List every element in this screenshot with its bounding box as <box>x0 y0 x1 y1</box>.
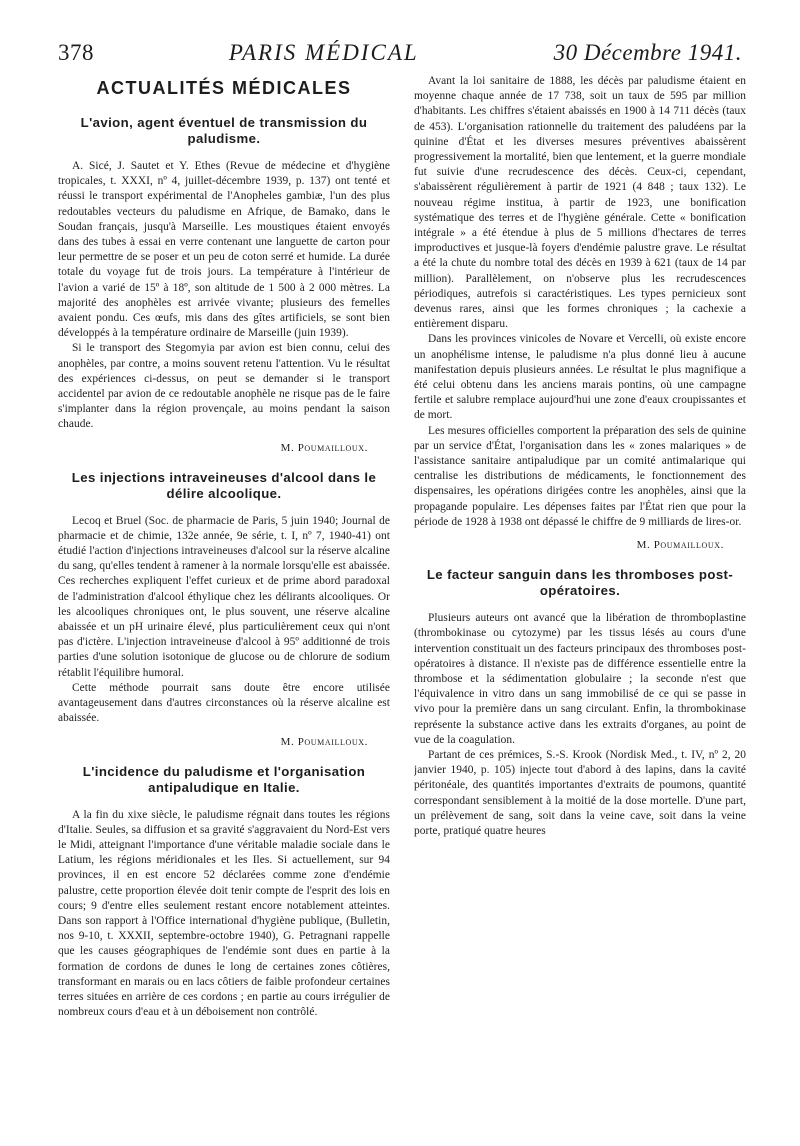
article-italie-paragraph-4: Les mesures officielles comportent la préparation des sels de quinine par un service d'État, l'organisation dans les « zones malariques » de l'assistance sanitaire antipaludique par un comité antimalarique qui centralise les distributions de médicaments, le fonctionnement des dispensaires, les opérations dirigées contre les anophèles, ainsi que la propagande populaire. Les dépenses faites par l'État rien que pour la période de 1928 à 1938 ont dépassé le chiffre de 9 milliards de lires-or. <box>414 424 746 528</box>
journal-title: PARIS MÉDICAL <box>228 40 419 65</box>
article-alcool-signature: M. Poumailloux. <box>280 735 368 748</box>
right-column <box>414 74 746 1134</box>
section-heading: ACTUALITÉS MÉDICALES <box>96 78 352 98</box>
article-alcool-paragraph-1: Lecoq et Bruel (Soc. de pharmacie de Paris, 5 juin 1940; Journal de pharmacie et de chimie, 132e année, 9e série, t. I, nº 7, 1940-41) ont étudié l'action d'injections intraveineuses d'alcool sur la réserve alcaline du sang, qu'elles tendent à ramener à la normale lorsqu'elle est abaissée. Ces recherches expliquent l'effet curieux et de prime abord paradoxal de l'administration d'alcool éthylique chez les délirants alcooliques. Or les alcooliques chroniques ont, le plus souvent, une réserve alcaline abaissée et un pH urinaire élevé, plus particulièrement ceux qui n'ont pas d'ictère. L'injection intraveineuse d'alcool à 95º additionné de trois parties d'une solution isotonique de glucose ou de chlorure de sodium rétablit l'équilibre humoral. <box>58 514 390 679</box>
article-avion-paragraph-1: A. Sicé, J. Sautet et Y. Ethes (Revue de médecine et d'hygiène tropicales, t. XXXI, nº 4, juillet-décembre 1939, p. 137) ont tenté et réussi le transport expérimental de l'Anopheles gambiæ, l'un des plus redoutables vecteurs du paludisme en Afrique, de Bamako, dans le Soudan français, jusqu'à Marseille. Les moustiques étaient envoyés dans des tubes à essai en verre contenant une languette de carton pour leur permettre de se poser et un peu de coton serré et humide. La durée totale du voyage fut de trois jours. La température à l'intérieur de l'avion a varié de 15º à 18º, son altitude de 1 500 à 2 000 mètres. La majorité des anophèles est arrivée vivante; plusieurs des femelles avaient pondu. Ces œufs, mis dans des gîtes artificiels, se sont bien développés à la température ordinaire de Marseille (juin 1939). <box>58 160 390 340</box>
article-title-avion: L'avion, agent éventuel de transmission du paludisme. <box>80 115 368 146</box>
article-thromboses-paragraph-2: Partant de ces prémices, S.-S. Krook (Nordisk Med., t. IV, nº 2, 20 janvier 1940, p. 105) injecte tout d'abord à des lapins, dans la cavité péritonéale, des quantités importantes d'extraits de poumons, quantité correspondant sensiblement à la moitié de la dose mortelle. D'une part, un prélèvement de sang, soit dans la veine cave, soit dans la veine porte, pratiqué quatre heures <box>414 748 746 837</box>
article-avion-paragraph-2: Si le transport des Stegomyia par avion est bien connu, celui des anophèles, par contre, a moins souvent retenu l'attention. Vu le résultat des expériences ci-dessus, on peut se demander si le transport accidentel par avion de ce redoutable anophèle ne risque pas de le faire s'implanter dans la région provençale, au moins pendant la saison chaude. <box>58 342 390 431</box>
article-alcool-paragraph-2: Cette méthode pourrait sans doute être encore utilisée avantageusement dans d'autres circonstances où la réserve alcaline est abaissée. <box>58 681 390 725</box>
article-columns <box>58 74 746 1134</box>
article-avion-signature: M. Poumailloux. <box>280 441 368 454</box>
page-number: 378 <box>58 40 94 65</box>
article-italie-paragraph-2: Avant la loi sanitaire de 1888, les décès par paludisme étaient en moyenne chaque année de 17 738, soit un taux de 595 par million d'habitants. Les chiffres s'étaient abaissés en 1900 à 14 711 décès (taux de 453). L'organisation rationnelle du traitement des paludéens par la quinine d'État et les diverses mesures préventives abaissèrent progressivement la mortalité, bien que lentement, et la guerre mondiale fut suivie d'une recrudescence des décès. Ceux-ci, cependant, s'abaissèrent régulièrement à partir de 1921 (4 848 ; taux 132). Le nouveau régime institua, à partir de 1923, une bonification systématique des terres et de l'hygiène générale. Cette « bonification intégrale » a été étendue à plus de 5 millions d'hectares de terres improductives et jusque-là foyers d'endémie palustre grave. Le résultat a été la chute du nombre total des décès en 1939 à 621 (taux de 14 par million). Parallèlement, on n'observe plus les recrudescences périodiques, autrefois si caractéristiques. Les types pernicieux sont devenus rares, ainsi que les formes chroniques ; la cachexie a entièrement disparu. <box>414 75 746 331</box>
left-column <box>58 74 390 1134</box>
page-header <box>58 40 742 72</box>
article-italie-paragraph-3: Dans les provinces vinicoles de Novare et Vercelli, où existe encore un anophélisme intense, le paludisme n'a plus donné lieu à aucune manifestation depuis plusieurs années. Le résultat le plus magnifique a été celui obtenu dans les anciens marais pontins, où une campagne fertile et salubre remplace aujourd'hui une zone d'eaux croupissantes et de mort. <box>414 333 746 422</box>
article-italie-signature: M. Poumailloux. <box>636 539 724 552</box>
article-title-paludisme-italie: L'incidence du paludisme et l'organisation antipaludique en Italie. <box>82 763 366 795</box>
article-italie-paragraph-1: A la fin du xixe siècle, le paludisme régnait dans toutes les régions d'Italie. Seules, sa diffusion et sa gravité s'aggravaient du Nord-Est vers le Midi, atteignant l'importance d'une véritable maladie sociale dans le Latium, les régions méridionales et les Iles. Si actuellement, sur 94 provinces, il en est encore 52 déclarées comme zone d'endémie palustre, cette proportion élevée doit tenir compte de l'esprit des lois en cours; 9 d'entre elles seulement restant encore notablement atteintes. Dans son rapport à l'Office international d'hygiène publique, (Bulletin, nos 9-10, t. XXXII, septembre-octobre 1940), G. Petragnani rappelle que les causes géographiques de l'endémie sont dues en partie à la formation de cordons de dunes le long de certaines zones côtières, transformant en marais ou en lacs côtiers de faible profondeur certaines terres situées en arrière de ces cordons ; en partie au cours irrégulier de nombreux cours d'eau et à un déboisement non contrôlé. <box>58 808 390 1019</box>
article-title-thromboses: Le facteur sanguin dans les thromboses post-opératoires. <box>426 567 734 599</box>
article-title-alcool: Les injections intraveineuses d'alcool dans le délire alcoolique. <box>71 469 377 501</box>
issue-date: 30 Décembre 1941. <box>553 40 742 65</box>
article-thromboses-paragraph-1: Plusieurs auteurs ont avancé que la libération de thromboplastine (thrombokinase ou cytozyme) par les tissus lésés au cours d'une intervention constituait un des facteurs principaux des thromboses post-opératoires à distance. Il n'existe pas de différence essentielle entre la thrombose et la sédimentation globulaire ; la seconde n'est que l'équivalence in vitro dans un sang immobilisé de ce qui se passe in vivo pour la première dans un sang circulant. Enfin, la thrombokinase représente la substance active dans les extraits d'organes, au point de vue de la coagulation. <box>414 612 746 746</box>
